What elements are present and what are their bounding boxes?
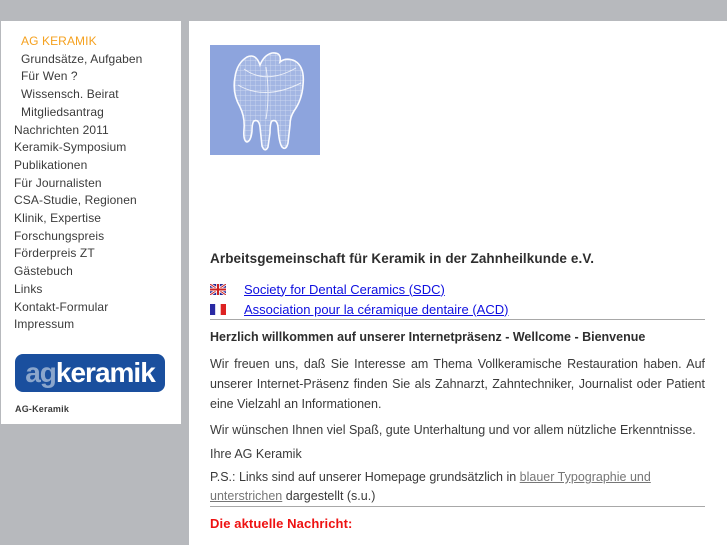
sdc-link-row <box>210 279 705 299</box>
page-title: Arbeitsgemeinschaft für Keramik in der Zahnheilkunde e.V. <box>210 251 595 266</box>
sidebar <box>1 21 181 424</box>
sidebar-item-keramik-symposium[interactable]: Keramik-Symposium <box>14 140 127 155</box>
ps-prefix: P.S.: Links sind auf unserer Homepage grundsätzlich in <box>210 470 520 484</box>
sidebar-item-klinik-expertise[interactable]: Klinik, Expertise <box>14 211 102 226</box>
ps-suffix: dargestellt (s.u.) <box>282 489 376 503</box>
sdc-link[interactable]: Society for Dental Ceramics (SDC) <box>244 281 445 297</box>
sidebar-item-foerderpreis-zt[interactable]: Förderpreis ZT <box>14 246 95 261</box>
logo-text-ag: ag <box>25 356 56 388</box>
uk-flag-icon <box>210 284 226 295</box>
signature-text: Ihre AG Keramik <box>210 447 302 461</box>
ag-keramik-logo[interactable] <box>15 354 165 392</box>
ps-underlined-phrase: blauer Typographie und unterstrichen <box>210 470 651 503</box>
sidebar-item-fuer-wen[interactable]: Für Wen ? <box>21 69 78 84</box>
sidebar-item-gaestebuch[interactable]: Gästebuch <box>14 264 73 279</box>
language-links <box>210 279 705 319</box>
logo-text-keramik: keramik <box>55 356 155 388</box>
sidebar-item-grundsaetze-aufgaben[interactable]: Grundsätze, Aufgaben <box>21 51 143 66</box>
divider-bottom <box>210 506 705 507</box>
sidebar-nav <box>1 21 181 334</box>
sidebar-item-wissensch-beirat[interactable]: Wissensch. Beirat <box>21 87 119 102</box>
acd-link[interactable]: Association pour la céramique dentaire (ACD) <box>244 301 509 317</box>
wish-paragraph: Wir wünschen Ihnen viel Spaß, gute Unterhaltung und vor allem nützliche Erkenntnisse. <box>210 423 696 437</box>
news-heading: Die aktuelle Nachricht: <box>210 516 353 531</box>
sidebar-item-fuer-journalisten[interactable]: Für Journalisten <box>14 175 102 190</box>
acd-link-row <box>210 299 705 319</box>
divider-top <box>210 319 705 320</box>
ps-paragraph <box>210 468 705 506</box>
sidebar-item-publikationen[interactable]: Publikationen <box>14 157 88 172</box>
sidebar-item-csa-studie-regionen[interactable]: CSA-Studie, Regionen <box>14 193 137 208</box>
sidebar-item-nachrichten-2011[interactable]: Nachrichten 2011 <box>14 122 109 137</box>
sidebar-item-forschungspreis[interactable]: Forschungspreis <box>14 228 105 243</box>
logo-caption: AG-Keramik <box>15 403 70 414</box>
sidebar-item-kontakt-formular[interactable]: Kontakt-Formular <box>14 299 109 314</box>
sidebar-item-links[interactable]: Links <box>14 281 43 296</box>
france-flag-icon <box>210 304 226 315</box>
sidebar-item-mitgliedsantrag[interactable]: Mitgliedsantrag <box>21 104 104 119</box>
intro-paragraph: Wir freuen uns, daß Sie Interesse am Thema Vollkeramische Restauration haben. Auf unserer Internet-Präsenz finden Sie als Zahnarzt, Zahntechniker, Journalist oder Patient eine Vielzahl an Informationen. <box>210 357 705 411</box>
main-content <box>189 21 727 545</box>
sidebar-item-ag-keramik[interactable]: AG KERAMIK <box>21 34 97 48</box>
sidebar-item-impressum[interactable]: Impressum <box>14 317 75 332</box>
welcome-heading: Herzlich willkommen auf unserer Internetpräsenz - Wellcome - Bienvenue <box>210 330 646 344</box>
wireframe-tooth-image <box>210 45 320 155</box>
